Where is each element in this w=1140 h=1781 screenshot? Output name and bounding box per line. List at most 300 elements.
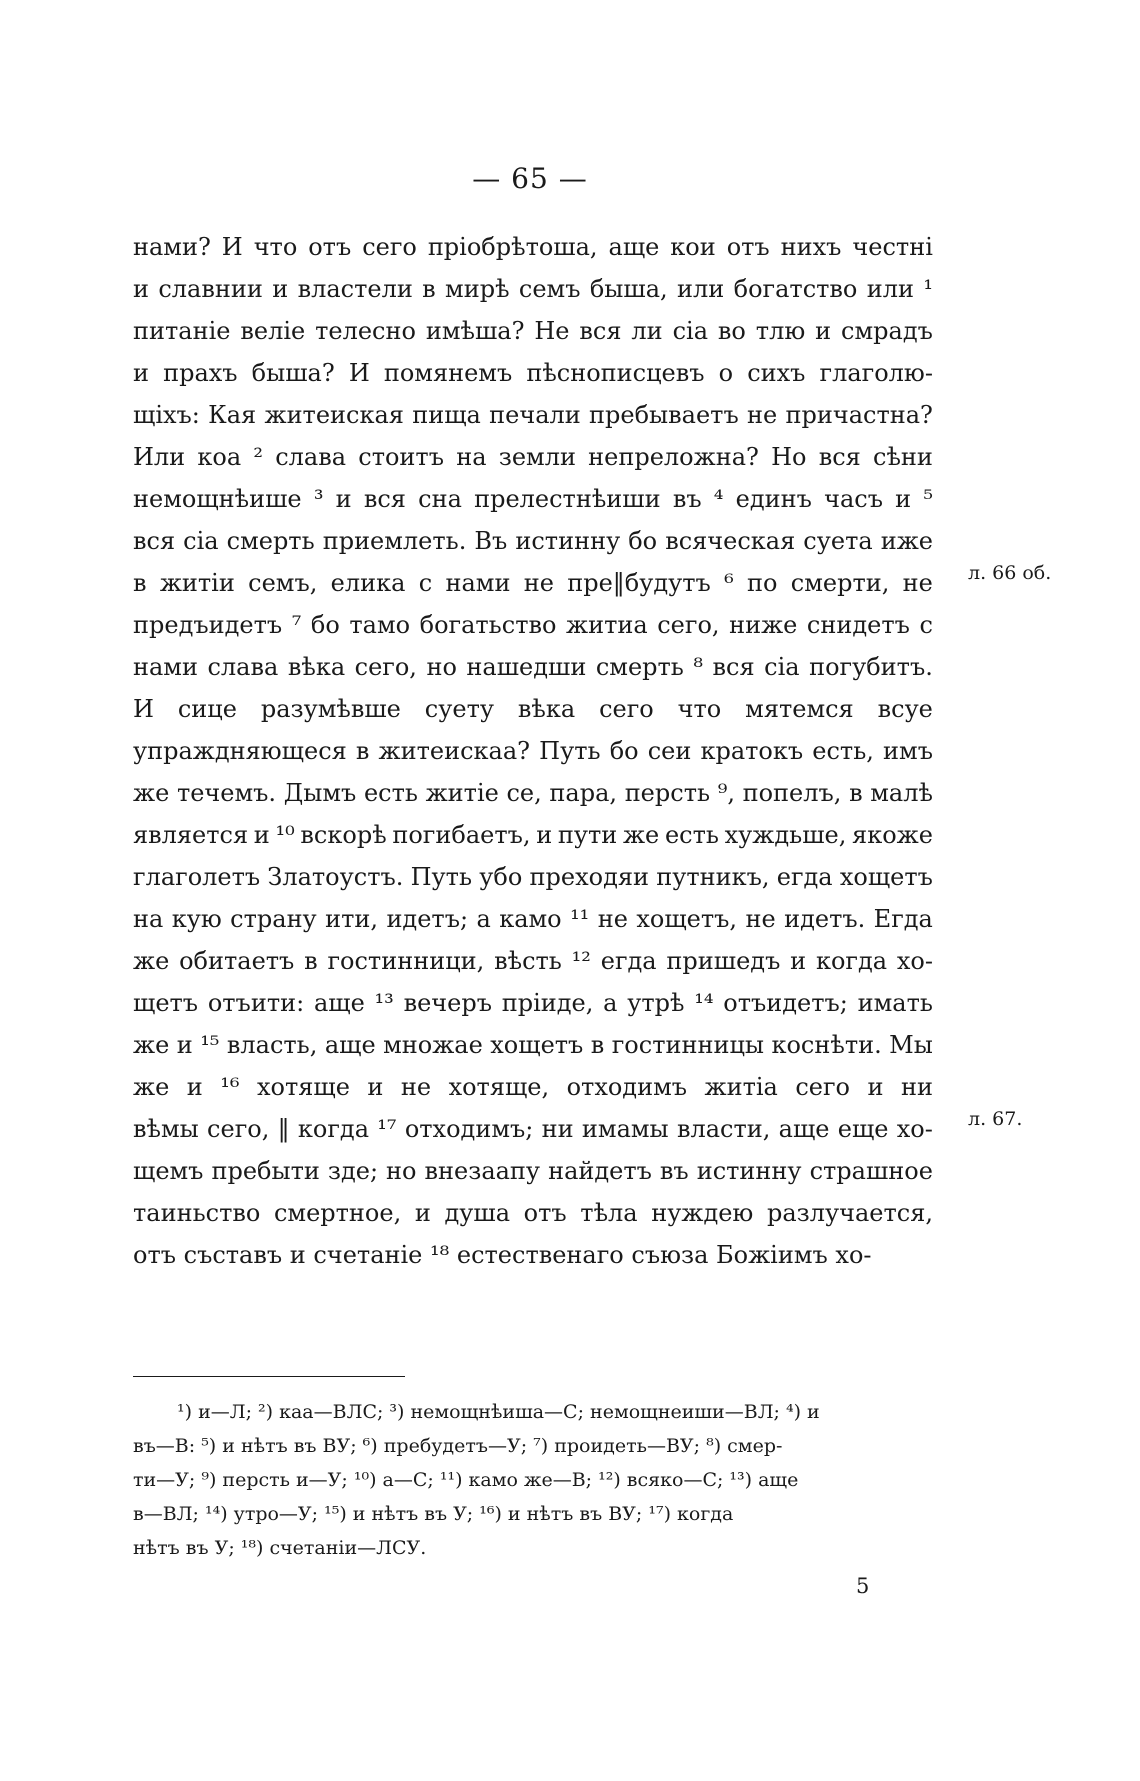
text-line bbox=[133, 982, 933, 1024]
word: щетъ bbox=[133, 989, 199, 1017]
footnote-line: нѣтъ въ У; ¹⁸) счетаніи—ЛСУ. bbox=[133, 1537, 427, 1559]
word: а bbox=[603, 989, 618, 1017]
word: и bbox=[186, 1073, 203, 1101]
text-line bbox=[133, 856, 933, 898]
word: Златоустъ. bbox=[267, 863, 404, 891]
text-line bbox=[133, 1192, 933, 1234]
word: житіа bbox=[704, 1073, 778, 1101]
word: пребыти bbox=[211, 1157, 320, 1185]
word: не bbox=[902, 569, 933, 597]
word: кую bbox=[171, 905, 222, 933]
word: Мы bbox=[889, 1031, 933, 1059]
word: же bbox=[133, 779, 170, 807]
word: не bbox=[745, 905, 776, 933]
word: в bbox=[304, 947, 318, 975]
word: егда bbox=[776, 863, 833, 891]
text-line-content bbox=[133, 604, 933, 646]
text-line-content bbox=[133, 982, 933, 1024]
word: ⁶ bbox=[724, 569, 734, 597]
word: по bbox=[747, 569, 778, 597]
word: и bbox=[815, 317, 832, 345]
word: коа bbox=[197, 443, 242, 471]
word: мирѣ bbox=[445, 275, 510, 303]
word: когда bbox=[297, 1115, 370, 1143]
word: отъ bbox=[308, 233, 352, 261]
word: вѣмы bbox=[133, 1115, 199, 1143]
text-line-content bbox=[133, 1150, 933, 1192]
text-line-content bbox=[133, 520, 933, 562]
footnote-line: ¹) и—Л; ²) каа—ВЛС; ³) немощнѣиша—С; немощнеиши—ВЛ; ⁴) и bbox=[177, 1401, 820, 1423]
word: пріиде, bbox=[501, 989, 594, 1017]
text-line bbox=[133, 940, 933, 982]
word: ити, bbox=[325, 905, 379, 933]
word: телесно bbox=[315, 317, 416, 345]
word: путникъ, bbox=[656, 863, 770, 891]
word: быша, bbox=[589, 275, 668, 303]
word: пара, bbox=[549, 779, 618, 807]
word: множае bbox=[383, 1031, 483, 1059]
word: глаголю- bbox=[819, 359, 933, 387]
word: смрадъ bbox=[841, 317, 933, 345]
text-line bbox=[133, 688, 933, 730]
text-line-content bbox=[133, 1108, 933, 1150]
word: щемъ bbox=[133, 1157, 204, 1185]
text-line bbox=[133, 772, 933, 814]
word: течемъ. bbox=[176, 779, 277, 807]
text-line bbox=[133, 478, 933, 520]
word: персть bbox=[624, 779, 711, 807]
text-line bbox=[133, 1234, 933, 1276]
word: богатьство bbox=[419, 611, 557, 639]
text-line bbox=[133, 562, 933, 604]
word: сего, bbox=[657, 611, 720, 639]
word: предъидетъ bbox=[133, 611, 283, 639]
word: нами bbox=[133, 653, 198, 681]
text-line-content bbox=[133, 310, 933, 352]
word: аще bbox=[313, 989, 365, 1017]
word: смерть bbox=[226, 527, 315, 555]
text-line-content: отъ съставъ и счетаніе ¹⁸ естественаго съюза Божіимъ хо- bbox=[133, 1241, 872, 1269]
word: имъ bbox=[883, 737, 933, 765]
word: въ bbox=[659, 1157, 689, 1185]
word: имѣша? bbox=[425, 317, 525, 345]
word: ¹³ bbox=[374, 989, 394, 1017]
word: нами bbox=[445, 569, 511, 597]
word: о bbox=[718, 359, 734, 387]
word: ⁷ bbox=[291, 611, 302, 639]
word: смерти, bbox=[790, 569, 890, 597]
word: причастна? bbox=[785, 401, 933, 429]
sheet-signature: 5 bbox=[856, 1574, 870, 1598]
word: в bbox=[422, 275, 436, 303]
word: сіа bbox=[183, 527, 219, 555]
word: якоже bbox=[852, 821, 933, 849]
word: смерть bbox=[595, 653, 684, 681]
word: в bbox=[133, 569, 147, 597]
word: прелестнѣиши bbox=[474, 485, 661, 513]
word: нашедши bbox=[466, 653, 587, 681]
word: в bbox=[355, 737, 370, 765]
word: идетъ; bbox=[386, 905, 469, 933]
word: часъ bbox=[824, 485, 883, 513]
word: отъити: bbox=[207, 989, 305, 1017]
word: внезаапу bbox=[424, 1157, 541, 1185]
footnote-line: в—ВЛ; ¹⁴) утро—У; ¹⁵) и нѣтъ въ У; ¹⁶) и нѣтъ въ ВУ; ¹⁷) когда bbox=[133, 1503, 734, 1525]
word: или bbox=[677, 275, 725, 303]
word: камо bbox=[499, 905, 562, 933]
word: или bbox=[866, 275, 914, 303]
margin-note-folio: л. 66 об. bbox=[968, 562, 1052, 584]
word: ‖ bbox=[277, 1115, 290, 1143]
word: житіи bbox=[159, 569, 235, 597]
text-line-content bbox=[133, 1024, 933, 1066]
word: разумѣвше bbox=[260, 695, 401, 723]
word: сіа bbox=[764, 653, 800, 681]
word: ¹⁴ bbox=[694, 989, 714, 1017]
text-line-content bbox=[133, 940, 933, 982]
word: и bbox=[867, 1073, 884, 1101]
word: ни bbox=[900, 1073, 933, 1101]
word: обитаетъ bbox=[179, 947, 295, 975]
word: властели bbox=[297, 275, 413, 303]
word: хощетъ bbox=[839, 863, 933, 891]
word: отходимъ bbox=[566, 1073, 688, 1101]
footnote-line: въ—В: ⁵) и нѣтъ въ ВУ; ⁶) пребудетъ—У; ⁷) проидеть—ВУ; ⁸) смер- bbox=[133, 1435, 783, 1457]
word: еще bbox=[837, 1115, 889, 1143]
word: и bbox=[133, 359, 149, 387]
word: сна bbox=[418, 485, 462, 513]
main-text bbox=[133, 226, 1052, 1276]
word: хо- bbox=[896, 947, 933, 975]
word: кои bbox=[670, 233, 716, 261]
word: найдетъ bbox=[548, 1157, 652, 1185]
word: отъидетъ; bbox=[723, 989, 848, 1017]
text-line bbox=[133, 604, 933, 646]
word: вѣсть bbox=[494, 947, 562, 975]
word: на bbox=[133, 905, 164, 933]
word: есть bbox=[664, 821, 719, 849]
word: богатство bbox=[733, 275, 858, 303]
word: есть, bbox=[812, 737, 874, 765]
text-line bbox=[133, 1066, 933, 1108]
text-line-content bbox=[133, 352, 933, 394]
word: когда bbox=[815, 947, 888, 975]
word: гостинници, bbox=[327, 947, 485, 975]
word: Дымъ bbox=[283, 779, 357, 807]
text-line-content bbox=[133, 478, 933, 520]
word: пріобрѣтоша, bbox=[427, 233, 598, 261]
word: честні bbox=[852, 233, 933, 261]
word: Въ bbox=[474, 527, 508, 555]
text-line-content bbox=[133, 772, 933, 814]
word: сего bbox=[795, 1073, 850, 1101]
word: и bbox=[176, 1031, 193, 1059]
word: хотяще, bbox=[448, 1073, 550, 1101]
text-line bbox=[133, 814, 933, 856]
word: отъ bbox=[726, 233, 770, 261]
word: вечеръ bbox=[403, 989, 492, 1017]
word: страну bbox=[230, 905, 317, 933]
word: и bbox=[790, 947, 807, 975]
word: же bbox=[133, 947, 170, 975]
word: ⁸ bbox=[693, 653, 704, 681]
word: утрѣ bbox=[627, 989, 685, 1017]
word: Кая bbox=[208, 401, 257, 429]
word: И bbox=[133, 695, 154, 723]
word: ¹¹ bbox=[570, 905, 590, 933]
word: стоитъ bbox=[358, 443, 444, 471]
text-line bbox=[133, 394, 933, 436]
word: ³ bbox=[313, 485, 324, 513]
word: не bbox=[400, 1073, 432, 1101]
word: отходимъ; bbox=[404, 1115, 534, 1143]
word: сіа bbox=[672, 317, 709, 345]
word: Егда bbox=[873, 905, 933, 933]
text-line-content bbox=[133, 436, 933, 478]
word: непреложна? bbox=[588, 443, 759, 471]
word: сѣни bbox=[873, 443, 933, 471]
word: славнии bbox=[158, 275, 263, 303]
word: нихъ bbox=[780, 233, 842, 261]
text-line-content bbox=[133, 562, 933, 604]
word: погибаетъ, bbox=[392, 821, 531, 849]
word: пришедъ bbox=[666, 947, 781, 975]
word: аще bbox=[778, 1115, 830, 1143]
word: житиа bbox=[566, 611, 648, 639]
text-line-content bbox=[133, 730, 933, 772]
word: суета bbox=[803, 527, 873, 555]
word: глаголетъ bbox=[133, 863, 261, 891]
word: погубитъ. bbox=[809, 653, 933, 681]
word: сеи bbox=[647, 737, 692, 765]
word: хуждьше, bbox=[724, 821, 847, 849]
word: власть, bbox=[226, 1031, 318, 1059]
word: Путь bbox=[539, 737, 601, 765]
word: тамо bbox=[349, 611, 411, 639]
word: же bbox=[133, 1031, 170, 1059]
word: житіе bbox=[425, 779, 499, 807]
word: в bbox=[849, 779, 863, 807]
word: истинну bbox=[515, 527, 621, 555]
word: власти, bbox=[676, 1115, 771, 1143]
word: всуе bbox=[877, 695, 933, 723]
word: единъ bbox=[735, 485, 812, 513]
text-line bbox=[133, 352, 933, 394]
text-line bbox=[133, 730, 933, 772]
word: ниже bbox=[729, 611, 798, 639]
word: же bbox=[133, 1073, 170, 1101]
text-line-content bbox=[133, 688, 933, 730]
word: истинну bbox=[696, 1157, 802, 1185]
word: иже bbox=[880, 527, 933, 555]
word: убо bbox=[479, 863, 523, 891]
word: аще bbox=[608, 233, 660, 261]
word: вся bbox=[579, 317, 622, 345]
text-line bbox=[133, 310, 933, 352]
word: кратокъ bbox=[700, 737, 804, 765]
text-line-content bbox=[133, 1192, 933, 1234]
word: тѣла bbox=[580, 1199, 638, 1227]
word: ⁵ bbox=[923, 485, 933, 513]
word: хощетъ bbox=[490, 1031, 584, 1059]
word: и bbox=[335, 485, 352, 513]
text-line-content bbox=[133, 268, 933, 310]
word: с bbox=[418, 569, 433, 597]
word: таиньство bbox=[133, 1199, 261, 1227]
word: нами? bbox=[133, 233, 211, 261]
word: и bbox=[367, 1073, 384, 1101]
page-number: — 65 — bbox=[472, 162, 588, 195]
word: снидетъ bbox=[806, 611, 910, 639]
word: пѣснописцевъ bbox=[526, 359, 705, 387]
word: разлучается, bbox=[766, 1199, 933, 1227]
word: слава bbox=[207, 653, 279, 681]
word: пре‖будутъ bbox=[567, 569, 711, 597]
word: хотяще bbox=[256, 1073, 350, 1101]
word: слава bbox=[275, 443, 347, 471]
word: сихъ bbox=[747, 359, 806, 387]
word: сего bbox=[599, 695, 654, 723]
word: ¹ bbox=[923, 275, 933, 303]
text-line bbox=[133, 226, 933, 268]
word: и bbox=[895, 485, 912, 513]
word: имать bbox=[857, 989, 933, 1017]
text-line bbox=[133, 898, 933, 940]
word: житеиская bbox=[264, 401, 404, 429]
word: щіхъ: bbox=[133, 401, 200, 429]
word: и bbox=[536, 821, 553, 849]
word: во bbox=[717, 317, 746, 345]
text-line bbox=[133, 1108, 933, 1150]
word: питаніе bbox=[133, 317, 231, 345]
word: и bbox=[414, 1199, 431, 1227]
word: ² bbox=[253, 443, 263, 471]
text-line-content bbox=[133, 898, 933, 940]
word: сего, bbox=[207, 1115, 270, 1143]
word: ¹⁷ bbox=[377, 1115, 397, 1143]
word: сего bbox=[362, 233, 417, 261]
word: вѣка bbox=[287, 653, 346, 681]
word: земли bbox=[498, 443, 576, 471]
word: и bbox=[133, 275, 149, 303]
word: на bbox=[456, 443, 487, 471]
word: отъ bbox=[523, 1199, 567, 1227]
word: суету bbox=[424, 695, 494, 723]
word: попелъ, bbox=[742, 779, 842, 807]
word: душа bbox=[444, 1199, 511, 1227]
word: сице bbox=[177, 695, 237, 723]
text-line bbox=[133, 520, 933, 562]
word: ⁴ bbox=[713, 485, 724, 513]
text-line-content bbox=[133, 856, 933, 898]
word: семъ, bbox=[248, 569, 318, 597]
text-line bbox=[133, 268, 933, 310]
word: прахъ bbox=[163, 359, 238, 387]
word: житеискаа? bbox=[378, 737, 531, 765]
word: И bbox=[221, 233, 243, 261]
text-line bbox=[133, 436, 933, 478]
text-line-content bbox=[133, 394, 933, 436]
word: вся bbox=[818, 443, 861, 471]
word: тлю bbox=[755, 317, 806, 345]
word: пища bbox=[412, 401, 481, 429]
text-line bbox=[133, 1150, 933, 1192]
word: есть bbox=[363, 779, 418, 807]
margin-note-folio: л. 67. bbox=[968, 1108, 1023, 1130]
word: аще bbox=[324, 1031, 376, 1059]
word: немощнѣише bbox=[133, 485, 302, 513]
word: се, bbox=[506, 779, 542, 807]
text-line-content bbox=[133, 814, 933, 856]
word: сего, bbox=[354, 653, 417, 681]
word: вѣка bbox=[517, 695, 576, 723]
word: но bbox=[386, 1157, 417, 1185]
word: малѣ bbox=[870, 779, 933, 807]
word: в bbox=[590, 1031, 605, 1059]
footnotes bbox=[133, 1395, 935, 1565]
word: смертное, bbox=[273, 1199, 402, 1227]
word: не bbox=[597, 905, 628, 933]
word: ⁹, bbox=[717, 779, 735, 807]
word: что bbox=[253, 233, 298, 261]
word: въ bbox=[672, 485, 702, 513]
word: вся bbox=[133, 527, 176, 555]
word: Но bbox=[771, 443, 807, 471]
word: бо bbox=[628, 527, 658, 555]
text-line-content bbox=[133, 646, 933, 688]
word: вся bbox=[712, 653, 755, 681]
word: ни bbox=[541, 1115, 574, 1143]
text-line bbox=[133, 646, 933, 688]
word: веліе bbox=[240, 317, 306, 345]
word: Не bbox=[534, 317, 570, 345]
word: Или bbox=[133, 443, 186, 471]
word: приемлеть. bbox=[322, 527, 467, 555]
word: а bbox=[476, 905, 491, 933]
word: И bbox=[348, 359, 370, 387]
word: пребываетъ bbox=[589, 401, 739, 429]
word: зде; bbox=[327, 1157, 379, 1185]
word: упраждняющеся bbox=[133, 737, 347, 765]
word: семъ bbox=[518, 275, 581, 303]
word: Путь bbox=[410, 863, 473, 891]
word: вскорѣ bbox=[300, 821, 387, 849]
word: бо bbox=[609, 737, 639, 765]
word: бо bbox=[310, 611, 340, 639]
text-line bbox=[133, 1024, 933, 1066]
word: елика bbox=[330, 569, 406, 597]
word: же bbox=[622, 821, 660, 849]
word: мятемся bbox=[745, 695, 854, 723]
word: ¹⁵ bbox=[200, 1031, 220, 1059]
word: помянемъ bbox=[383, 359, 513, 387]
word: ¹⁶ bbox=[220, 1073, 240, 1101]
word: хо- bbox=[896, 1115, 933, 1143]
word: идетъ. bbox=[784, 905, 866, 933]
word: является bbox=[133, 821, 249, 849]
word: всяческая bbox=[665, 527, 796, 555]
word: печали bbox=[489, 401, 581, 429]
word: ¹² bbox=[571, 947, 591, 975]
word: пути bbox=[557, 821, 618, 849]
text-line-content bbox=[133, 226, 933, 268]
word: но bbox=[426, 653, 457, 681]
word: гостинницы bbox=[611, 1031, 764, 1059]
word: ¹⁰ bbox=[275, 821, 295, 849]
word: не bbox=[747, 401, 778, 429]
word: имамы bbox=[581, 1115, 669, 1143]
word: с bbox=[919, 611, 933, 639]
